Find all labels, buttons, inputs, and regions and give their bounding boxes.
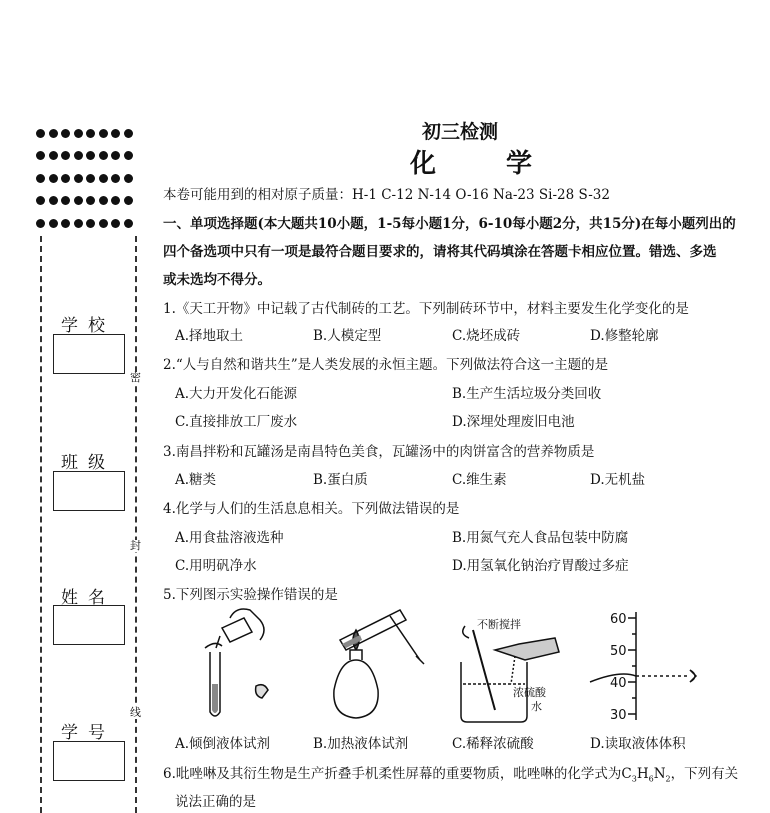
q6-stem: 6.吡唑啉及其衍生物是生产折叠手机柔性屏幕的重要物质，吡唑啉的化学式为$C_3H_6N_2$，下列有关 [163, 766, 739, 784]
q5-option-c[interactable]: C.稀释浓硫酸 [452, 736, 534, 752]
section1-line3: 或未选均不得分。 [163, 272, 271, 288]
binding-dashed-line-right [135, 236, 137, 813]
tick-40: 40 [610, 676, 627, 691]
number-label: 学号 [61, 723, 115, 743]
q3-option-c[interactable]: C.维生素 [452, 472, 507, 488]
water-label: 水 [531, 700, 542, 713]
q2-option-b[interactable]: B.生产生活垃圾分类回收 [452, 386, 602, 402]
q5-option-a[interactable]: A.倾倒液体试剂 [175, 736, 271, 752]
acid-label: 浓硫酸 [513, 686, 546, 699]
q5-option-b[interactable]: B.加热液体试剂 [313, 736, 409, 752]
class-field[interactable] [53, 471, 125, 511]
binding-dots [36, 122, 144, 235]
seal-mi: 密 [130, 371, 141, 384]
seal-feng: 封 [130, 539, 141, 552]
q5-option-d[interactable]: D.读取液体体积 [590, 736, 686, 752]
school-field[interactable] [53, 334, 125, 374]
q1-option-d[interactable]: D.修整轮廓 [590, 328, 659, 344]
stir-label: 不断搅拌 [477, 618, 521, 631]
number-field[interactable] [53, 741, 125, 781]
q1-option-c[interactable]: C.烧坯成砖 [452, 328, 521, 344]
q2-option-d[interactable]: D.深埋处理废旧电池 [452, 414, 575, 430]
subject-title: 化 学 [409, 149, 554, 179]
figure-c-dilution [461, 617, 559, 722]
tick-50: 50 [610, 644, 627, 659]
figure-d-reading [590, 612, 696, 723]
q2-stem: 2.“人与自然和谐共生”是人类发展的永恒主题。下列做法符合这一主题的是 [163, 357, 609, 373]
q5-stem: 5.下列图示实验操作错误的是 [163, 587, 338, 603]
figure-b-heating [334, 610, 424, 718]
q6-stem-line2: 说法正确的是 [175, 794, 256, 810]
q1-option-b[interactable]: B.人模定型 [313, 328, 382, 344]
q2-option-c[interactable]: C.直接排放工厂废水 [175, 414, 298, 430]
seal-xian: 线 [130, 706, 141, 719]
section1-line2: 四个备选项中只有一项是最符合题目要求的，请将其代码填涂在答题卡相应位置。错选、多选 [163, 244, 717, 260]
q4-option-a[interactable]: A.用食盐溶液选种 [175, 530, 284, 546]
school-label: 学校 [61, 316, 115, 336]
q4-option-c[interactable]: C.用明矾净水 [175, 558, 257, 574]
name-label: 姓名 [61, 588, 115, 608]
figure-a-pouring [205, 609, 268, 716]
name-field[interactable] [53, 605, 125, 645]
tick-60: 60 [610, 612, 627, 627]
q1-stem: 1.《天工开物》中记载了古代制砖的工艺。下列制砖环节中，材料主要发生化学变化的是 [163, 301, 689, 317]
q3-option-a[interactable]: A.糖类 [175, 472, 217, 488]
q3-option-d[interactable]: D.无机盐 [590, 472, 646, 488]
binding-dashed-line-left [40, 236, 42, 813]
section1-line1: 一、单项选择题(本大题共10小题，1-5每小题1分，6-10每小题2分，共15分)在每小题列出的 [163, 216, 736, 232]
q2-option-a[interactable]: A.大力开发化石能源 [175, 386, 298, 402]
q1-option-a[interactable]: A.择地取土 [175, 328, 244, 344]
atomic-mass-line: 本卷可能用到的相对原子质量：H-1 C-12 N-14 O-16 Na-23 Si-28 S-32 [163, 187, 610, 203]
q5-figures [160, 600, 760, 728]
q4-stem: 4.化学与人们的生活息息相关。下列做法错误的是 [163, 501, 460, 517]
q3-stem: 3.南昌拌粉和瓦罐汤是南昌特色美食，瓦罐汤中的肉饼富含的营养物质是 [163, 444, 595, 460]
q3-option-b[interactable]: B.蛋白质 [313, 472, 368, 488]
tick-30: 30 [610, 708, 627, 723]
q4-option-d[interactable]: D.用氢氧化钠治疗胃酸过多症 [452, 558, 629, 574]
q4-option-b[interactable]: B.用氮气充人食品包装中防腐 [452, 530, 629, 546]
class-label: 班级 [61, 453, 115, 473]
exam-title: 初三检测 [421, 121, 498, 143]
